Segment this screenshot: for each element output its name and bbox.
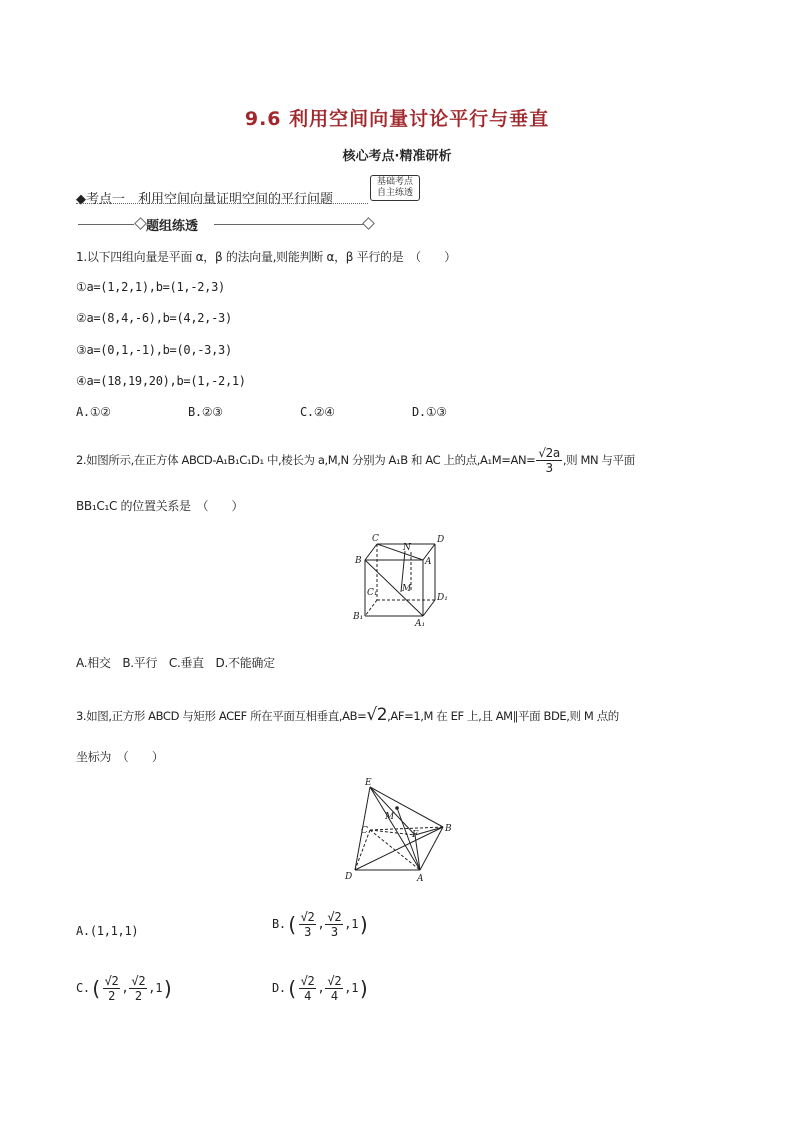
q2-choices: A.相交 B.平行 C.垂直 D.不能确定 — [76, 656, 275, 670]
kaodian-heading: ◆考点一 利用空间向量证明空间的平行问题 — [76, 192, 333, 207]
q3-b-num2: √2 — [327, 910, 342, 924]
q3-b-den1: 3 — [304, 925, 311, 939]
q3-b-num1: √2 — [300, 910, 315, 924]
q3-c-num2: √2 — [131, 974, 146, 988]
q1-option-1: ①a=(1,2,1),b=(1,-2,3) — [76, 280, 225, 294]
label-m: M — [385, 812, 395, 822]
label-b: B — [445, 824, 452, 834]
q3-sqrt: √2 — [366, 705, 388, 725]
q3-choice-b-prefix: B. — [272, 917, 286, 931]
q3-c-tail: 1 — [155, 981, 163, 995]
q3-stem-c: 坐标为 （ ） — [76, 750, 164, 764]
kaodian-underline — [76, 203, 368, 204]
q3-c-den1: 2 — [108, 989, 115, 1003]
label-d: D — [345, 872, 353, 882]
prism-diagram — [335, 775, 460, 885]
label-m: M — [402, 584, 412, 594]
q2-frac-num: √2a — [538, 446, 560, 460]
q1-choice-d: D.①③ — [412, 405, 447, 419]
q2-frac-den: 3 — [545, 461, 553, 475]
divider-right — [214, 224, 364, 225]
q2-stem-a: 2.如图所示,在正方体 ABCD-A₁B₁C₁D₁ 中,棱长为 a,M,N 分别为 A₁B 和 AC 上的点,A₁M=AN= — [76, 453, 536, 467]
q3-stem-line1 — [76, 705, 619, 725]
label-d: D — [437, 535, 445, 545]
q3-d-den1: 4 — [304, 989, 311, 1003]
q3-choice-d-prefix: D. — [272, 981, 286, 995]
q3-choice-b: B.( $\frac{√2}{3}$ , $\frac{√2}{3}$ ,1) — [272, 910, 370, 939]
cube-diagram — [345, 530, 455, 630]
divider-left — [78, 224, 134, 225]
q1-option-3: ③a=(0,1,-1),b=(0,-3,3) — [76, 343, 232, 357]
q3-c-den2: 2 — [134, 989, 142, 1003]
q3-d-num2: √2 — [327, 974, 342, 988]
q2-stem-b: ,则 MN 与平面 — [562, 453, 635, 467]
label-f: F — [412, 830, 419, 840]
tizu-label: 题组练透 — [146, 219, 199, 234]
label-d1: D₁ — [437, 593, 448, 603]
label-a1: A₁ — [415, 619, 426, 629]
badge-line2: 自主练透 — [376, 188, 413, 198]
label-n: N — [403, 543, 411, 553]
q1-choice-c: C.②④ — [300, 405, 335, 419]
point-m — [395, 806, 399, 810]
label-c1: C₁ — [367, 588, 378, 598]
q2-stem-c: BB₁C₁C 的位置关系是 （ ） — [76, 499, 244, 513]
q1-choice-b: B.②③ — [188, 405, 223, 419]
q3-b-den2: 3 — [330, 925, 338, 939]
diamond-icon — [362, 217, 375, 230]
label-b1: B₁ — [353, 612, 364, 622]
label-b: B — [355, 556, 362, 566]
label-a: A — [417, 874, 424, 884]
badge-line1: 基础考点 — [376, 177, 413, 187]
q1-stem: 1.以下四组向量是平面 α，β 的法向量,则能判断 α，β 平行的是 （ ） — [76, 250, 456, 264]
tizu-header — [78, 215, 368, 235]
label-e: E — [365, 778, 372, 788]
page-title: 9.6 利用空间向量讨论平行与垂直 — [244, 108, 550, 130]
q3-choice-a: A.(1,1,1) — [76, 924, 139, 938]
q3-b-tail: 1 — [351, 917, 359, 931]
q1-choice-a: A.①② — [76, 405, 111, 419]
q3-choice-c: C.( $\frac{√2}{2}$ , $\frac{√2}{2}$ ,1) — [76, 974, 174, 1003]
q3-c-num1: √2 — [104, 974, 119, 988]
label-c: C — [372, 534, 379, 544]
label-a: A — [425, 557, 432, 567]
label-c: C — [361, 826, 368, 836]
q3-choice-c-prefix: C. — [76, 981, 90, 995]
q2-stem-line1 — [76, 446, 635, 475]
q3-d-num1: √2 — [300, 974, 315, 988]
q3-d-tail: 1 — [351, 981, 359, 995]
q3-d-den2: 4 — [330, 989, 338, 1003]
q1-option-2: ②a=(8,4,-6),b=(4,2,-3) — [76, 311, 232, 325]
q3-stem-a: 3.如图,正方形 ABCD 与矩形 ACEF 所在平面互相垂直,AB= — [76, 709, 367, 723]
section-subtitle: 核心考点·精准研析 — [342, 149, 452, 164]
badge-box — [370, 175, 420, 201]
q2-fraction — [536, 446, 561, 475]
diamond-icon — [134, 217, 147, 230]
q3-choice-d: D.( $\frac{√2}{4}$ , $\frac{√2}{4}$ ,1) — [272, 974, 370, 1003]
q3-stem-b: ,AF=1,M 在 EF 上,且 AM∥平面 BDE,则 M 点的 — [387, 709, 619, 723]
q1-option-4: ④a=(18,19,20),b=(1,-2,1) — [76, 374, 246, 388]
